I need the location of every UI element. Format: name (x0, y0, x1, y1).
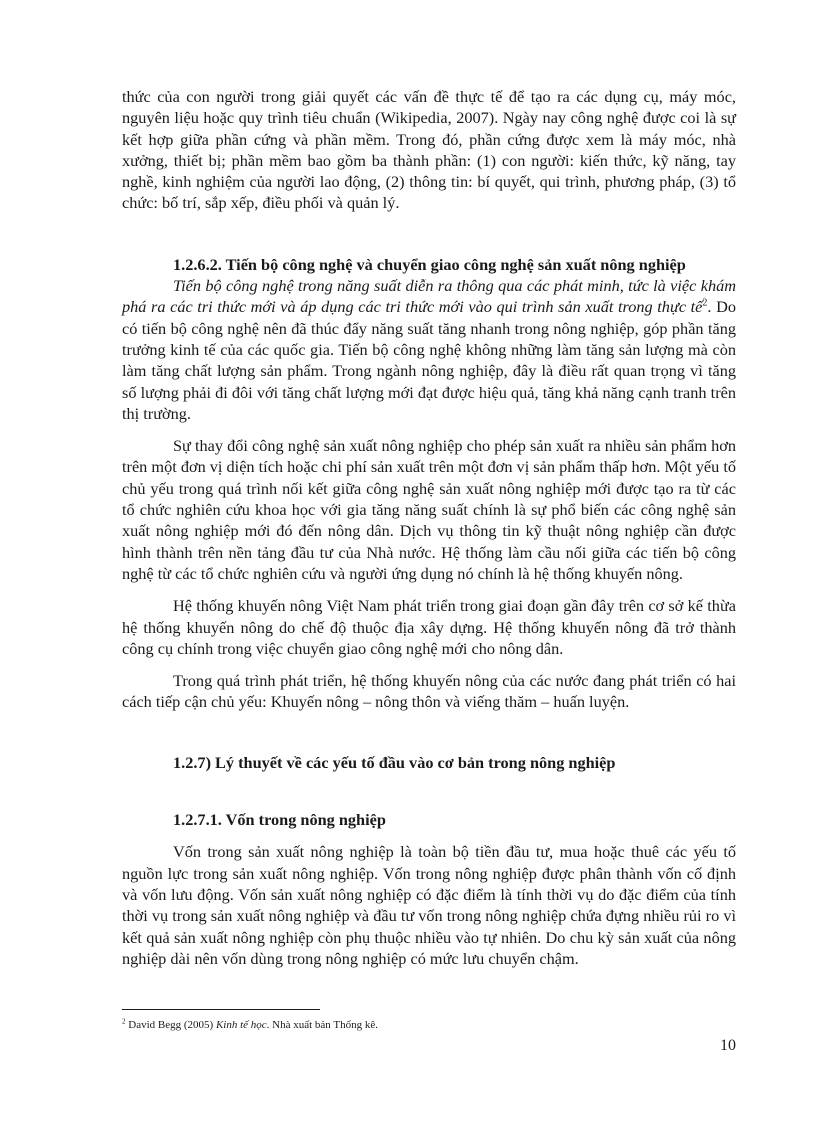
paragraph-technology-progress (122, 275, 736, 424)
footnote-divider (122, 1009, 320, 1010)
footnote-publisher: . Nhà xuất bản Thống kê. (266, 1019, 378, 1031)
body-text (122, 86, 736, 969)
footnote (122, 1018, 736, 1032)
footnote-reference[interactable]: 2 (702, 297, 708, 309)
intro-paragraph: thức của con người trong giải quyết các vấn đề thực tế để tạo ra các dụng cụ, máy móc, nguyên liệu hoặc quy trình tiêu chuẩn (Wikipedia, 2007). Ngày nay công nghệ được coi là sự kết hợp giữa phần cứng và phần mềm. Trong đó, phần cứng được xem là máy móc, nhà xưởng, thiết bị; phần mềm bao gồm ba thành phần: (1) con người: kiến thức, kỹ năng, tay nghề, kinh nghiệm của người lao động, (2) thông tin: bí quyết, qui trình, phương pháp, (3) tổ chức: bố trí, sắp xếp, điều phối và quản lý. (122, 87, 736, 213)
page-number: 10 (720, 1037, 736, 1054)
paragraph-extension-approaches: Trong quá trình phát triển, hệ thống khuyến nông của các nước đang phát triển có hai cách tiếp cận chủ yếu: Khuyến nông – nông thôn và viếng thăm – huấn luyện. (122, 671, 736, 712)
paragraph-capital: Vốn trong sản xuất nông nghiệp là toàn bộ tiền đầu tư, mua hoặc thuê các yếu tố nguồn lực trong sản xuất nông nghiệp. Vốn trong nông nghiệp được phân thành vốn cố định và vốn lưu động. Vốn sản xuất nông nghiệp có đặc điểm là tính thời vụ do đặc điểm của tính thời vụ trong sản xuất nông nghiệp và đầu tư vốn trong nông nghiệp chứa đựng nhiều rủi ro vì kết quả sản xuất nông nghiệp còn phụ thuộc nhiều vào tự nhiên. Do chu kỳ sản xuất của nông nghiệp dài nên vốn dùng trong nông nghiệp có mức lưu chuyển chậm. (122, 842, 736, 968)
paragraph-text: . Do có tiến bộ công nghệ nên đã thúc đẩy năng suất tăng nhanh trong nông nghiệp, góp phần tăng trưởng kinh tế của các quốc gia. Tiến bộ công nghệ không những làm tăng sản lượng mà còn làm tăng chất lượng sản phẩm. Trong ngành nông nghiệp, đây là điều rất quan trọng vì tăng số lượng phải đi đôi với tăng chất lượng mới đạt được hiệu quả, tăng khả năng cạnh tranh trên thị trường. (122, 297, 736, 423)
footnote-author: David Begg (2005) (125, 1019, 216, 1031)
section-heading-1-2-7-1: 1.2.7.1. Vốn trong nông nghiệp (173, 810, 386, 830)
section-heading-1-2-6-2: 1.2.6.2. Tiến bộ công nghệ và chuyển giao công nghệ sản xuất nông nghiệp (173, 254, 686, 274)
footnote-title: Kinh tế học (215, 1019, 267, 1031)
paragraph-extension-system: Hệ thống khuyến nông Việt Nam phát triển trong giai đoạn gần đây trên cơ sở kế thừa hệ thống khuyến nông do chế độ thuộc địa xây dựng. Hệ thống khuyến nông đã trở thành công cụ chính trong việc chuyển giao công nghệ mới cho nông dân. (122, 596, 736, 658)
section-heading-1-2-7: 1.2.7) Lý thuyết về các yếu tố đầu vào cơ bản trong nông nghiệp (173, 752, 616, 772)
italic-definition: Tiến bộ công nghệ trong năng suất diễn ra thông qua các phát minh, tức là việc khám phá ra các tri thức mới và áp dụng các tri thức mới vào qui trình sản xuất trong thực tế (122, 276, 736, 317)
footnote-number: 2 (122, 1017, 126, 1026)
paragraph-technology-change: Sự thay đổi công nghệ sản xuất nông nghiệp cho phép sản xuất ra nhiều sản phẩm hơn trên một đơn vị diện tích hoặc chi phí sản xuất trên một đơn vị sản phẩm thấp hơn. Một yếu tố chủ yếu trong quá trình nối kết giữa công nghệ sản xuất nông nghiệp mới được tạo ra từ các tổ chức nghiên cứu khoa học với gia tăng năng suất chính là sự phổ biến các công nghệ sản xuất nông nghiệp mới đó đến nông dân. Dịch vụ thông tin kỹ thuật nông nghiệp cần được hình thành trên nền tảng đầu tư của Nhà nước. Hệ thống làm cầu nối giữa các tiến bộ công nghệ từ các tổ chức nghiên cứu và người ứng dụng nó chính là hệ thống khuyến nông. (122, 436, 736, 583)
